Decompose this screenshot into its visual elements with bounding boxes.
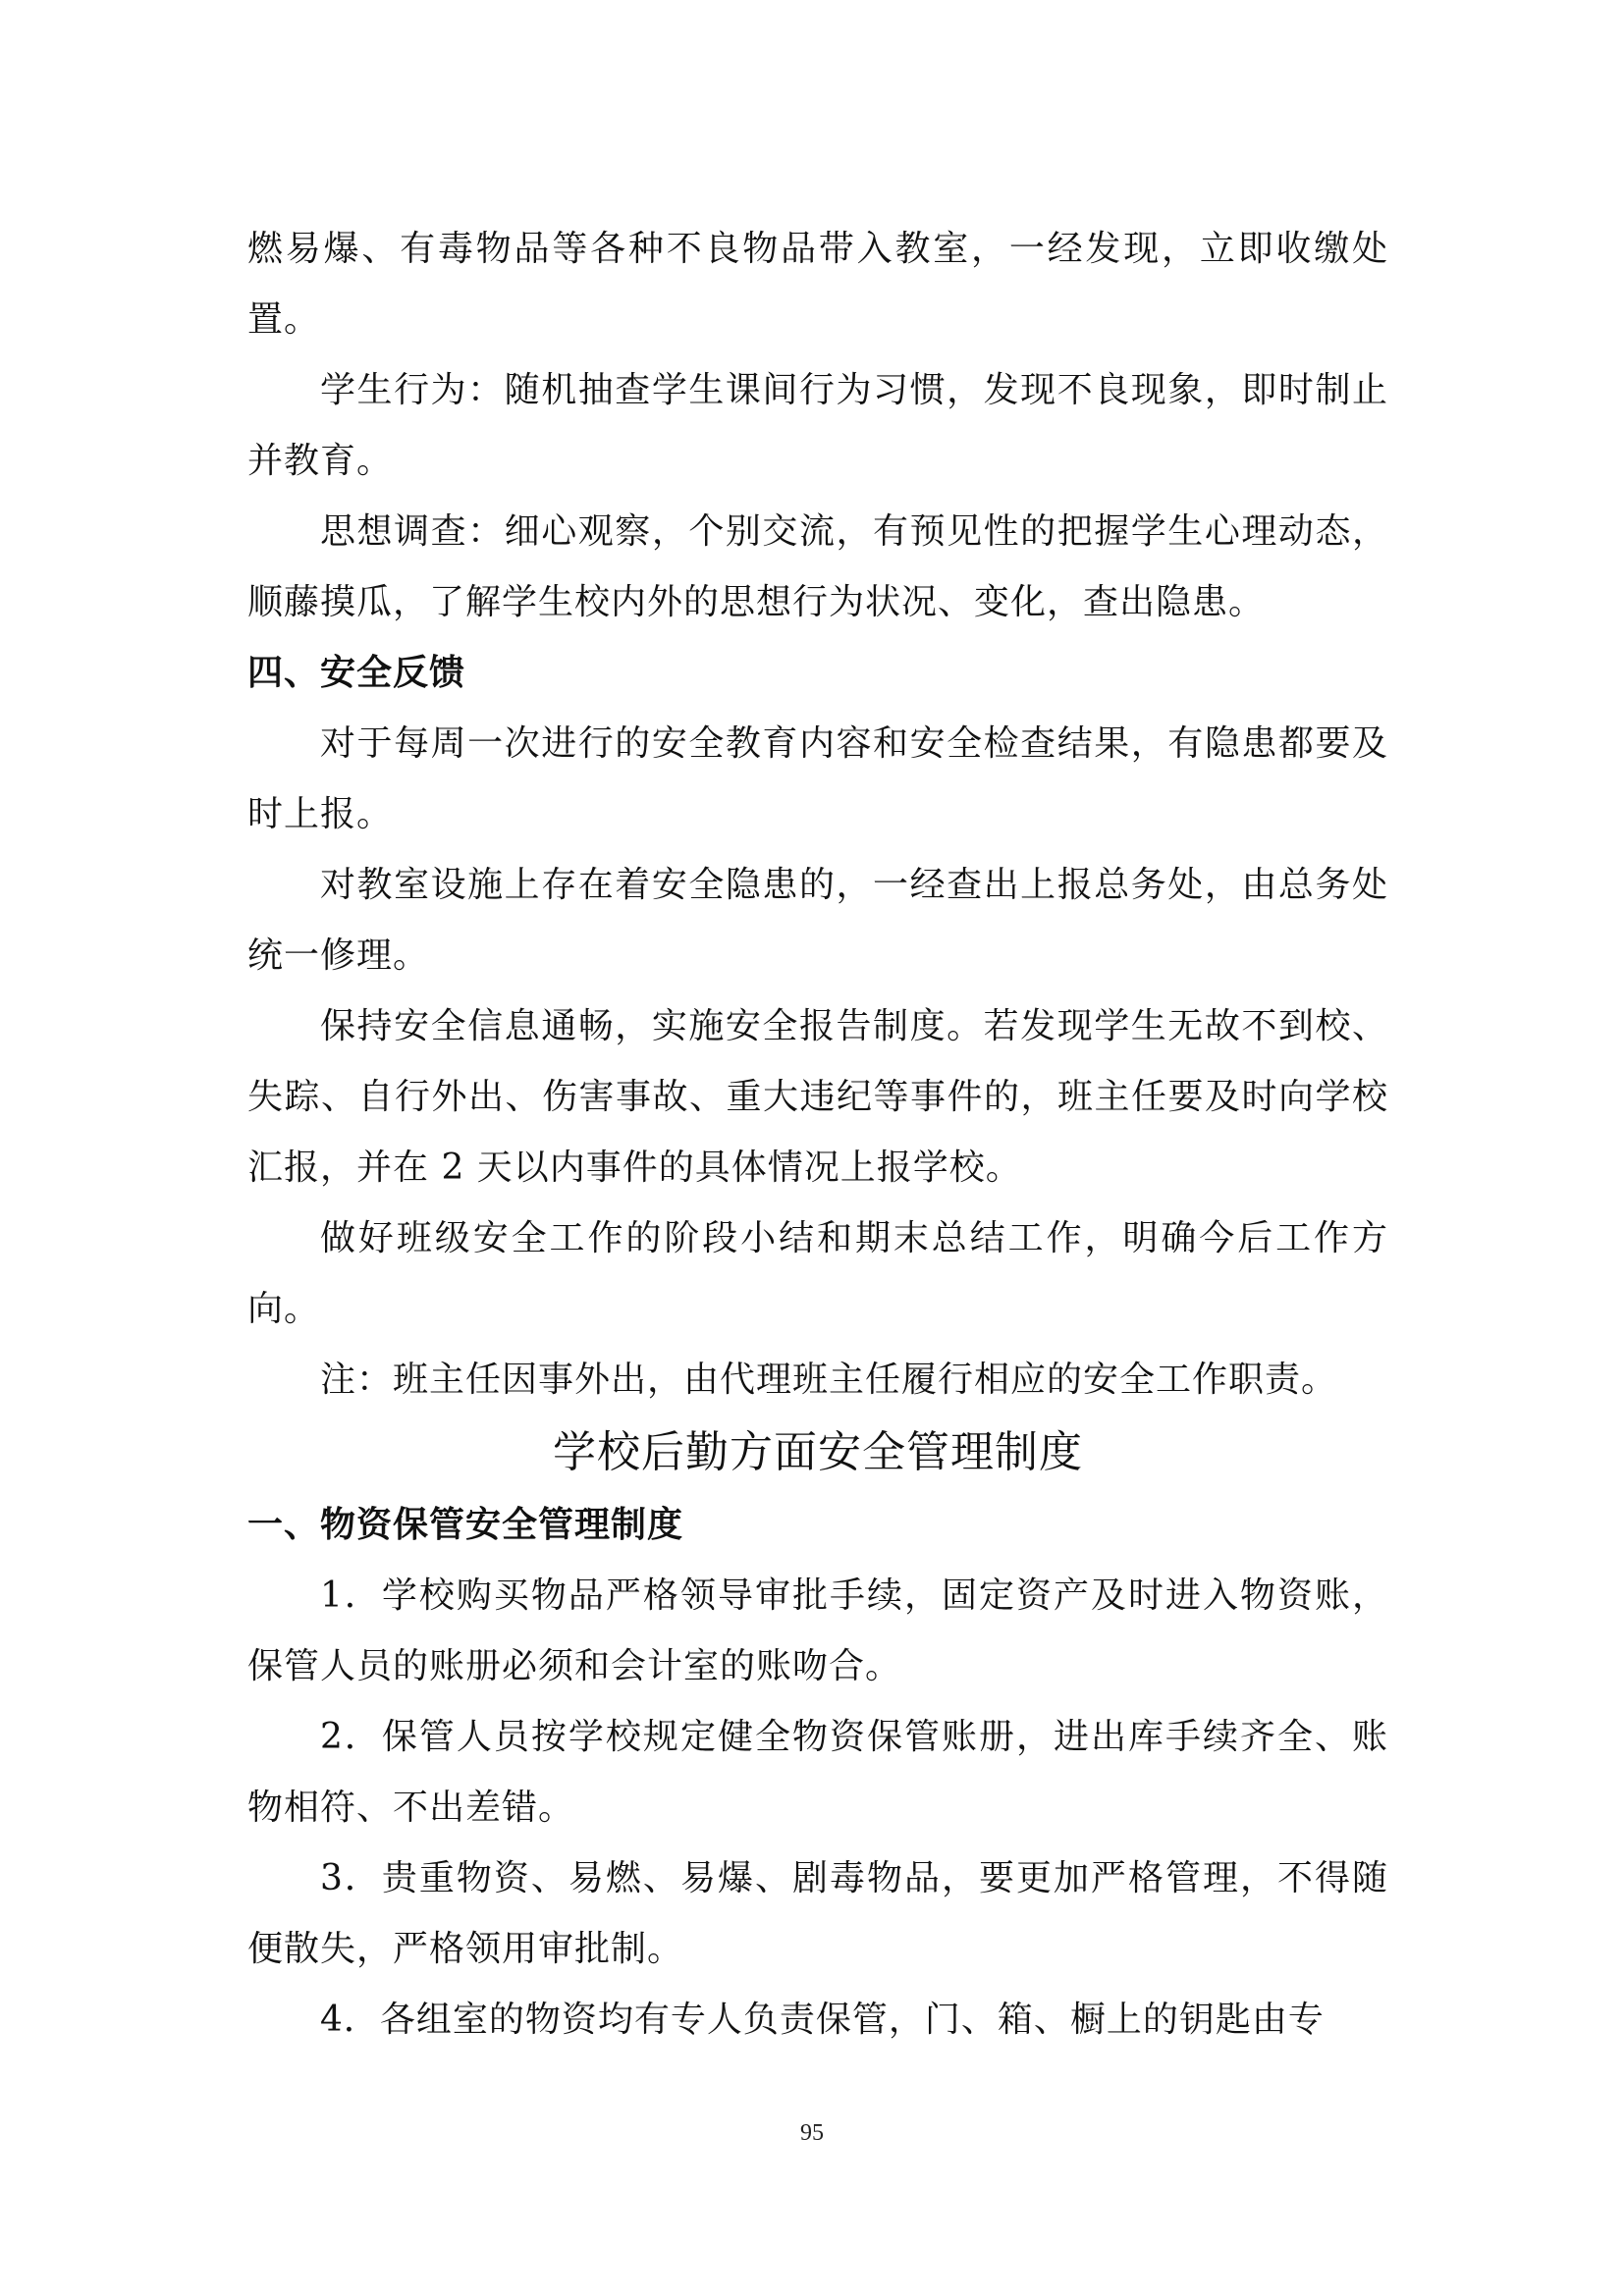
paragraph-thought-survey: 思想调查：细心观察，个别交流，有预见性的把握学生心理动态，顺藤摸瓜，了解学生校内外的思想行为状况、变化，查出隐患。: [247, 511, 1388, 622]
paragraph-safety-reporting: 保持安全信息通畅，实施安全报告制度。若发现学生无故不到校、失踪、自行外出、伤害事故、重大违纪等事件的，班主任要及时向学校汇报，并在 2 天以内事件的具体情况上报学校。: [247, 1006, 1388, 1188]
list-item-2: 2．保管人员按学校规定健全物资保管账册，进出库手续齐全、账物相符、不出差错。: [247, 1717, 1388, 1828]
list-item-1: 1．学校购买物品严格领导审批手续，固定资产及时进入物资账，保管人员的账册必须和会计室的账吻合。: [247, 1575, 1388, 1686]
paragraph-student-behavior: 学生行为：随机抽查学生课间行为习惯，发现不良现象，即时制止并教育。: [247, 370, 1388, 481]
paragraph-continuation: 燃易爆、有毒物品等各种不良物品带入教室，一经发现，立即收缴处置。: [247, 229, 1388, 340]
chapter-title: 学校后勤方面安全管理制度: [553, 1427, 1083, 1477]
list-item-4: 4．各组室的物资均有专人负责保管，门、箱、橱上的钥匙由专: [320, 2000, 1325, 2040]
list-item-3: 3．贵重物资、易燃、易爆、剧毒物品，要更加严格管理，不得随便散失，严格领用审批制。: [247, 1858, 1388, 1969]
paragraph-weekly-report: 对于每周一次进行的安全教育内容和安全检查结果，有隐患都要及时上报。: [247, 723, 1388, 834]
document-body: [247, 214, 1388, 2056]
paragraph-note: 注：班主任因事外出，由代理班主任履行相应的安全工作职责。: [320, 1360, 1338, 1400]
paragraph-facility-repair: 对教室设施上存在着安全隐患的，一经查出上报总务处，由总务处统一修理。: [247, 865, 1388, 976]
paragraph-summary-work: 做好班级安全工作的阶段小结和期末总结工作，明确今后工作方向。: [247, 1218, 1388, 1329]
section-heading-safety-feedback: 四、安全反馈: [247, 653, 466, 693]
section-heading-materials: 一、物资保管安全管理制度: [247, 1505, 684, 1545]
page-number: 95: [800, 2120, 824, 2146]
